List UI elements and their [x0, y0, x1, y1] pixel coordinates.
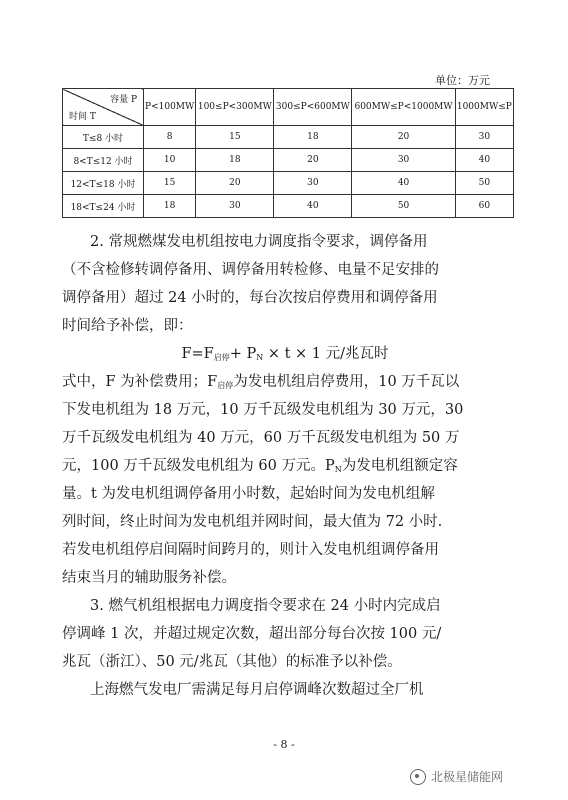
paragraph-line: 调停备用）超过 24 小时的，每台次按启停费用和调停备用: [62, 290, 438, 306]
table-cell: 50: [455, 172, 513, 195]
table-cell: 8: [144, 126, 196, 149]
formula-subscript: N: [256, 353, 264, 362]
row-label: T≤8 小时: [63, 126, 144, 149]
paragraph-line: [62, 368, 508, 396]
table-cell: 20: [196, 172, 274, 195]
paragraph-line: （不含检修转调停备用、调停备用转检修、电量不足安排的: [62, 262, 439, 278]
watermark-text: 北极星储能网: [431, 770, 504, 784]
table-row: [63, 172, 514, 195]
paragraph-line: 列时间，终止时间为发电机组并网时间，最大值为 72 小时.: [62, 514, 443, 530]
row-label: 18<T≤24 小时: [63, 195, 144, 218]
unit-label: 单位：万元: [435, 74, 490, 87]
paragraph-line: 2. 常规燃煤发电机组按电力调度指令要求，调停备用: [90, 234, 428, 250]
column-header: 1000MW≤P: [455, 89, 513, 126]
table-cell: 15: [144, 172, 196, 195]
paragraph-line: 下发电机组为 18 万元，10 万千瓦级发电机组为 30 万元，30: [62, 402, 464, 418]
formula-part: F=F: [181, 346, 214, 362]
table-row: [63, 126, 514, 149]
paragraph-line: 时间给予补偿，即：: [62, 318, 193, 334]
row-label: 12<T≤18 小时: [63, 172, 144, 195]
row-label: 8<T≤12 小时: [63, 149, 144, 172]
text-run: 为发电机组额定容: [341, 458, 458, 474]
compensation-formula: [62, 340, 508, 368]
table-corner-cell: [63, 89, 144, 126]
compensation-table: [62, 88, 514, 218]
table-cell: 40: [274, 195, 352, 218]
text-subscript: 启停: [217, 381, 234, 390]
table-header-row: [63, 89, 514, 126]
table-cell: 20: [352, 126, 455, 149]
text-run: 式中，F 为补偿费用；F: [62, 374, 218, 390]
column-header: 100≤P<300MW: [196, 89, 274, 126]
paragraph-line: 3. 燃气机组根据电力调度指令要求在 24 小时内完成启: [90, 598, 441, 614]
table-cell: 15: [196, 126, 274, 149]
table-row: [63, 195, 514, 218]
paragraph-line: 兆瓦（浙江）、50 元/兆瓦（其他）的标准予以补偿。: [62, 654, 402, 670]
paragraph-line: 结束当月的辅助服务补偿。: [62, 570, 236, 586]
wechat-icon: [410, 769, 426, 785]
formula-part: + P: [229, 346, 257, 362]
table-cell: 10: [144, 149, 196, 172]
column-header: P<100MW: [144, 89, 196, 126]
page-number: - 8 -: [273, 738, 295, 751]
text-subscript: N: [334, 465, 342, 474]
table-row: [63, 149, 514, 172]
table-cell: 30: [196, 195, 274, 218]
table-cell: 18: [144, 195, 196, 218]
table-cell: 20: [274, 149, 352, 172]
table-cell: 40: [352, 172, 455, 195]
table-cell: 30: [352, 149, 455, 172]
watermark: [410, 768, 503, 785]
column-header: 600MW≤P<1000MW: [352, 89, 455, 126]
table-cell: 40: [455, 149, 513, 172]
table-cell: 30: [274, 172, 352, 195]
column-header: 300≤P<600MW: [274, 89, 352, 126]
text-run: 元，100 万千瓦级发电机组为 60 万元。P: [62, 458, 335, 474]
paragraph-line: 万千瓦级发电机组为 40 万元，60 万千瓦级发电机组为 50 万: [62, 430, 460, 446]
text-run: 为发电机组启停费用，10 万千瓦以: [233, 374, 460, 390]
paragraph-line: 量。t 为发电机组调停备用小时数，起始时间为发电机组解: [62, 486, 435, 502]
paragraph-line: 若发电机组停启间隔时间跨月的，则计入发电机组调停备用: [62, 542, 439, 558]
table-cell: 18: [274, 126, 352, 149]
paragraph-line: 停调峰 1 次，并超过规定次数，超出部分每台次按 100 元/: [62, 626, 442, 642]
table-cell: 60: [455, 195, 513, 218]
formula-part: × t × 1 元/兆瓦时: [263, 346, 389, 362]
table-cell: 50: [352, 195, 455, 218]
body-text: [62, 228, 508, 704]
corner-capacity-label: 容量 P: [110, 95, 137, 105]
formula-subscript: 启停: [213, 353, 230, 362]
table-cell: 30: [455, 126, 513, 149]
corner-time-label: 时间 T: [69, 112, 96, 122]
paragraph-line: 上海燃气发电厂需满足每月启停调峰次数超过全厂机: [90, 682, 424, 698]
paragraph-line: [62, 452, 508, 480]
table-cell: 18: [196, 149, 274, 172]
